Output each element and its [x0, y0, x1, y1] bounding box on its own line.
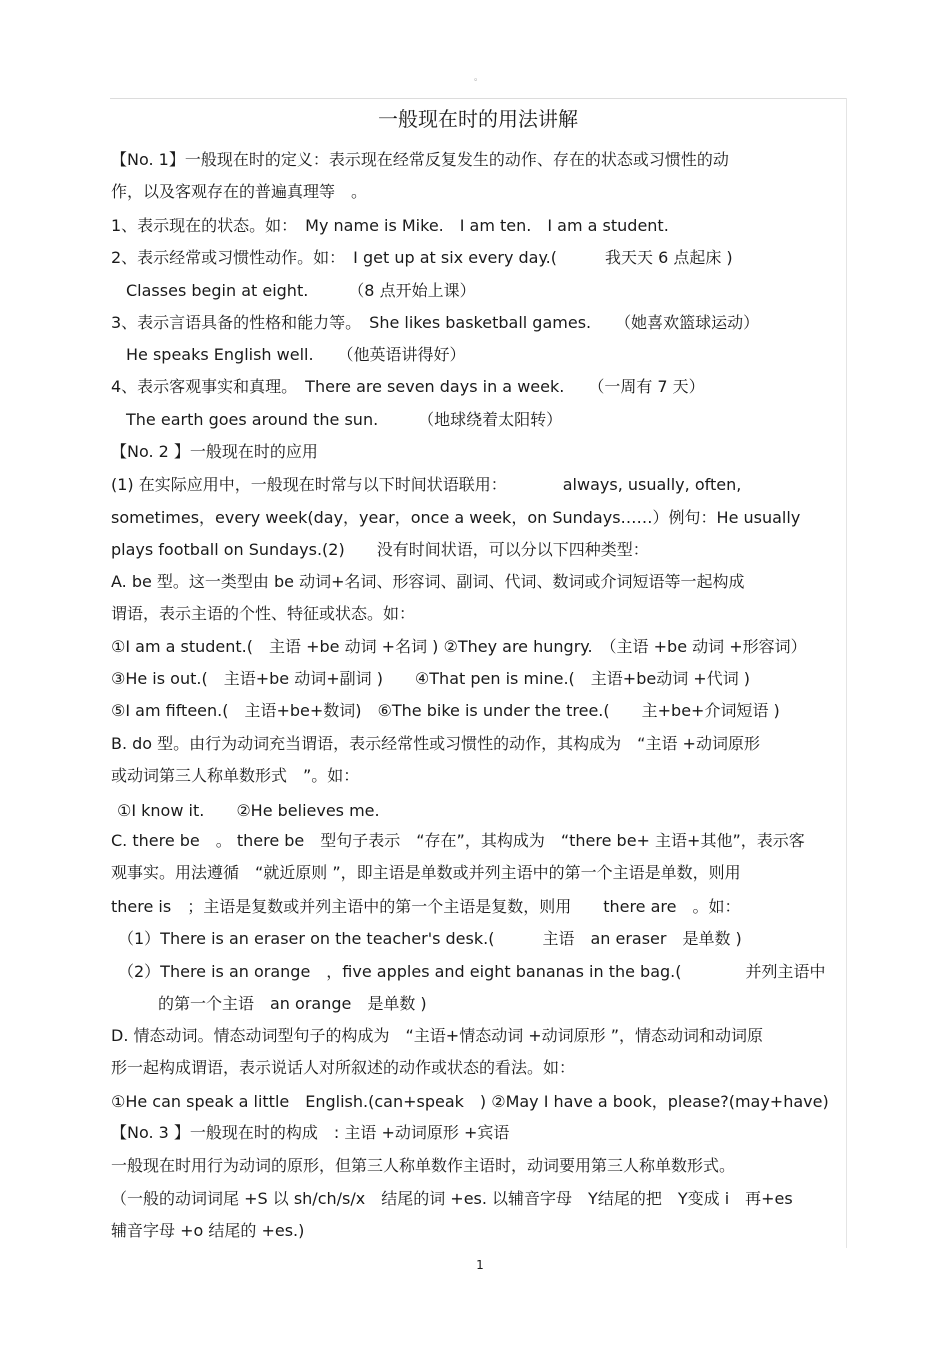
text-line-18: ⑤I am fifteen.( 主语+be+数词) ⑥The bike is under the tree.( 主+be+介词短语 ) — [111, 701, 780, 720]
right-margin-rule — [846, 98, 847, 1248]
text-line-1: 【No. 1】一般现在时的定义：表示现在经常反复发生的动作、存在的状态或习惯性的动 — [111, 150, 729, 169]
text-line-33: （一般的动词词尾 +S 以 sh/ch/s/x 结尾的词 +es. 以辅音字母 Y结尾的把 Y变成 i 再+es — [111, 1189, 793, 1208]
page-number: 1 — [476, 1258, 484, 1272]
text-line-14: A. be 型。这一类型由 be 动词+名词、形容词、副词、代词、数词或介词短语等一起构成 — [111, 572, 745, 591]
section-heading-no3: 【No. 3 】一般现在时的构成 : 主语 +动词原形 +宾语 — [111, 1123, 510, 1142]
text-line-24: there is ；主语是复数或并列主语中的第一个主语是复数，则用 there are 。如： — [111, 897, 741, 916]
text-line-17: ③He is out.( 主语+be 动词+副词 ) ④That pen is mine.( 主语+be动词 +代词 ) — [111, 669, 751, 688]
text-line-32: 一般现在时用行为动词的原形，但第三人称单数作主语时，动词要用第三人称单数形式。 — [111, 1156, 736, 1175]
text-line-26: （2）There is an orange ，five apples and eight bananas in the bag.( 并列主语中 — [118, 962, 826, 981]
text-line-12: sometimes，every week(day，year，once a week，on Sundays……）例句：He usually — [111, 508, 801, 527]
text-line-8: 4、表示客观事实和真理。 There are seven days in a week. （一周有 7 天） — [111, 377, 705, 396]
page-title: 一般现在时的用法讲解 — [378, 107, 578, 131]
text-line-6: 3、表示言语具备的性格和能力等。 She likes basketball games. （她喜欢篮球运动） — [111, 313, 760, 332]
text-line-7: He speaks English well. （他英语讲得好） — [126, 345, 466, 364]
text-line-20: 或动词第三人称单数形式 ”。如： — [111, 766, 360, 785]
text-line-3: 1、表示现在的状态。如： My name is Mike. I am ten. I am a student. — [111, 216, 669, 235]
text-line-4: 2、表示经常或习惯性动作。如： I get up at six every day.( 我天天 6 点起床 ) — [111, 248, 733, 267]
text-line-5: Classes begin at eight. （8 点开始上课） — [126, 281, 476, 300]
text-line-13: plays football on Sundays.(2) 没有时间状语，可以分以下四种类型： — [111, 540, 649, 559]
header-mark: 。 — [474, 73, 484, 83]
text-line-27: 的第一个主语 an orange 是单数 ) — [158, 994, 427, 1013]
text-line-28: D. 情态动词。情态动词型句子的构成为 “主语+情态动词 +动词原形 ”，情态动词和动词原 — [111, 1026, 764, 1045]
text-line-29: 形一起构成谓语，表示说话人对所叙述的动作或状态的看法。如： — [111, 1058, 576, 1077]
text-line-22: C. there be 。 there be 型句子表示 “存在”，其构成为 “there be+ 主语+其他”，表示客 — [111, 831, 805, 850]
text-line-30: ①He can speak a little English.(can+speak ) ②May I have a book，please?(may+have) — [111, 1092, 829, 1111]
section-heading-no2: 【No. 2 】一般现在时的应用 — [111, 442, 318, 461]
text-line-21: ①I know it. ②He believes me. — [117, 801, 380, 820]
header-rule — [110, 98, 846, 99]
text-line-2: 作，以及客观存在的普遍真理等 。 — [111, 182, 368, 201]
text-line-34: 辅音字母 +o 结尾的 +es.) — [111, 1221, 305, 1240]
text-line-9: The earth goes around the sun. （地球绕着太阳转） — [126, 410, 563, 429]
text-line-15: 谓语，表示主语的个性、特征或状态。如： — [111, 604, 416, 623]
text-line-19: B. do 型。由行为动词充当谓语，表示经常性或习惯性的动作，其构成为 “主语 +动词原形 — [111, 734, 760, 753]
text-line-25: （1）There is an eraser on the teacher's desk.( 主语 an eraser 是单数 ) — [118, 929, 742, 948]
text-line-23: 观事实。用法遵循 “就近原则 ”，即主语是单数或并列主语中的第一个主语是单数，则用 — [111, 863, 741, 882]
text-line-11: (1) 在实际应用中，一般现在时常与以下时间状语联用： always, usually, often, — [111, 475, 742, 494]
text-line-16: ①I am a student.( 主语 +be 动词 +名词 ) ②They are hungry. （主语 +be 动词 +形容词） — [111, 637, 807, 656]
